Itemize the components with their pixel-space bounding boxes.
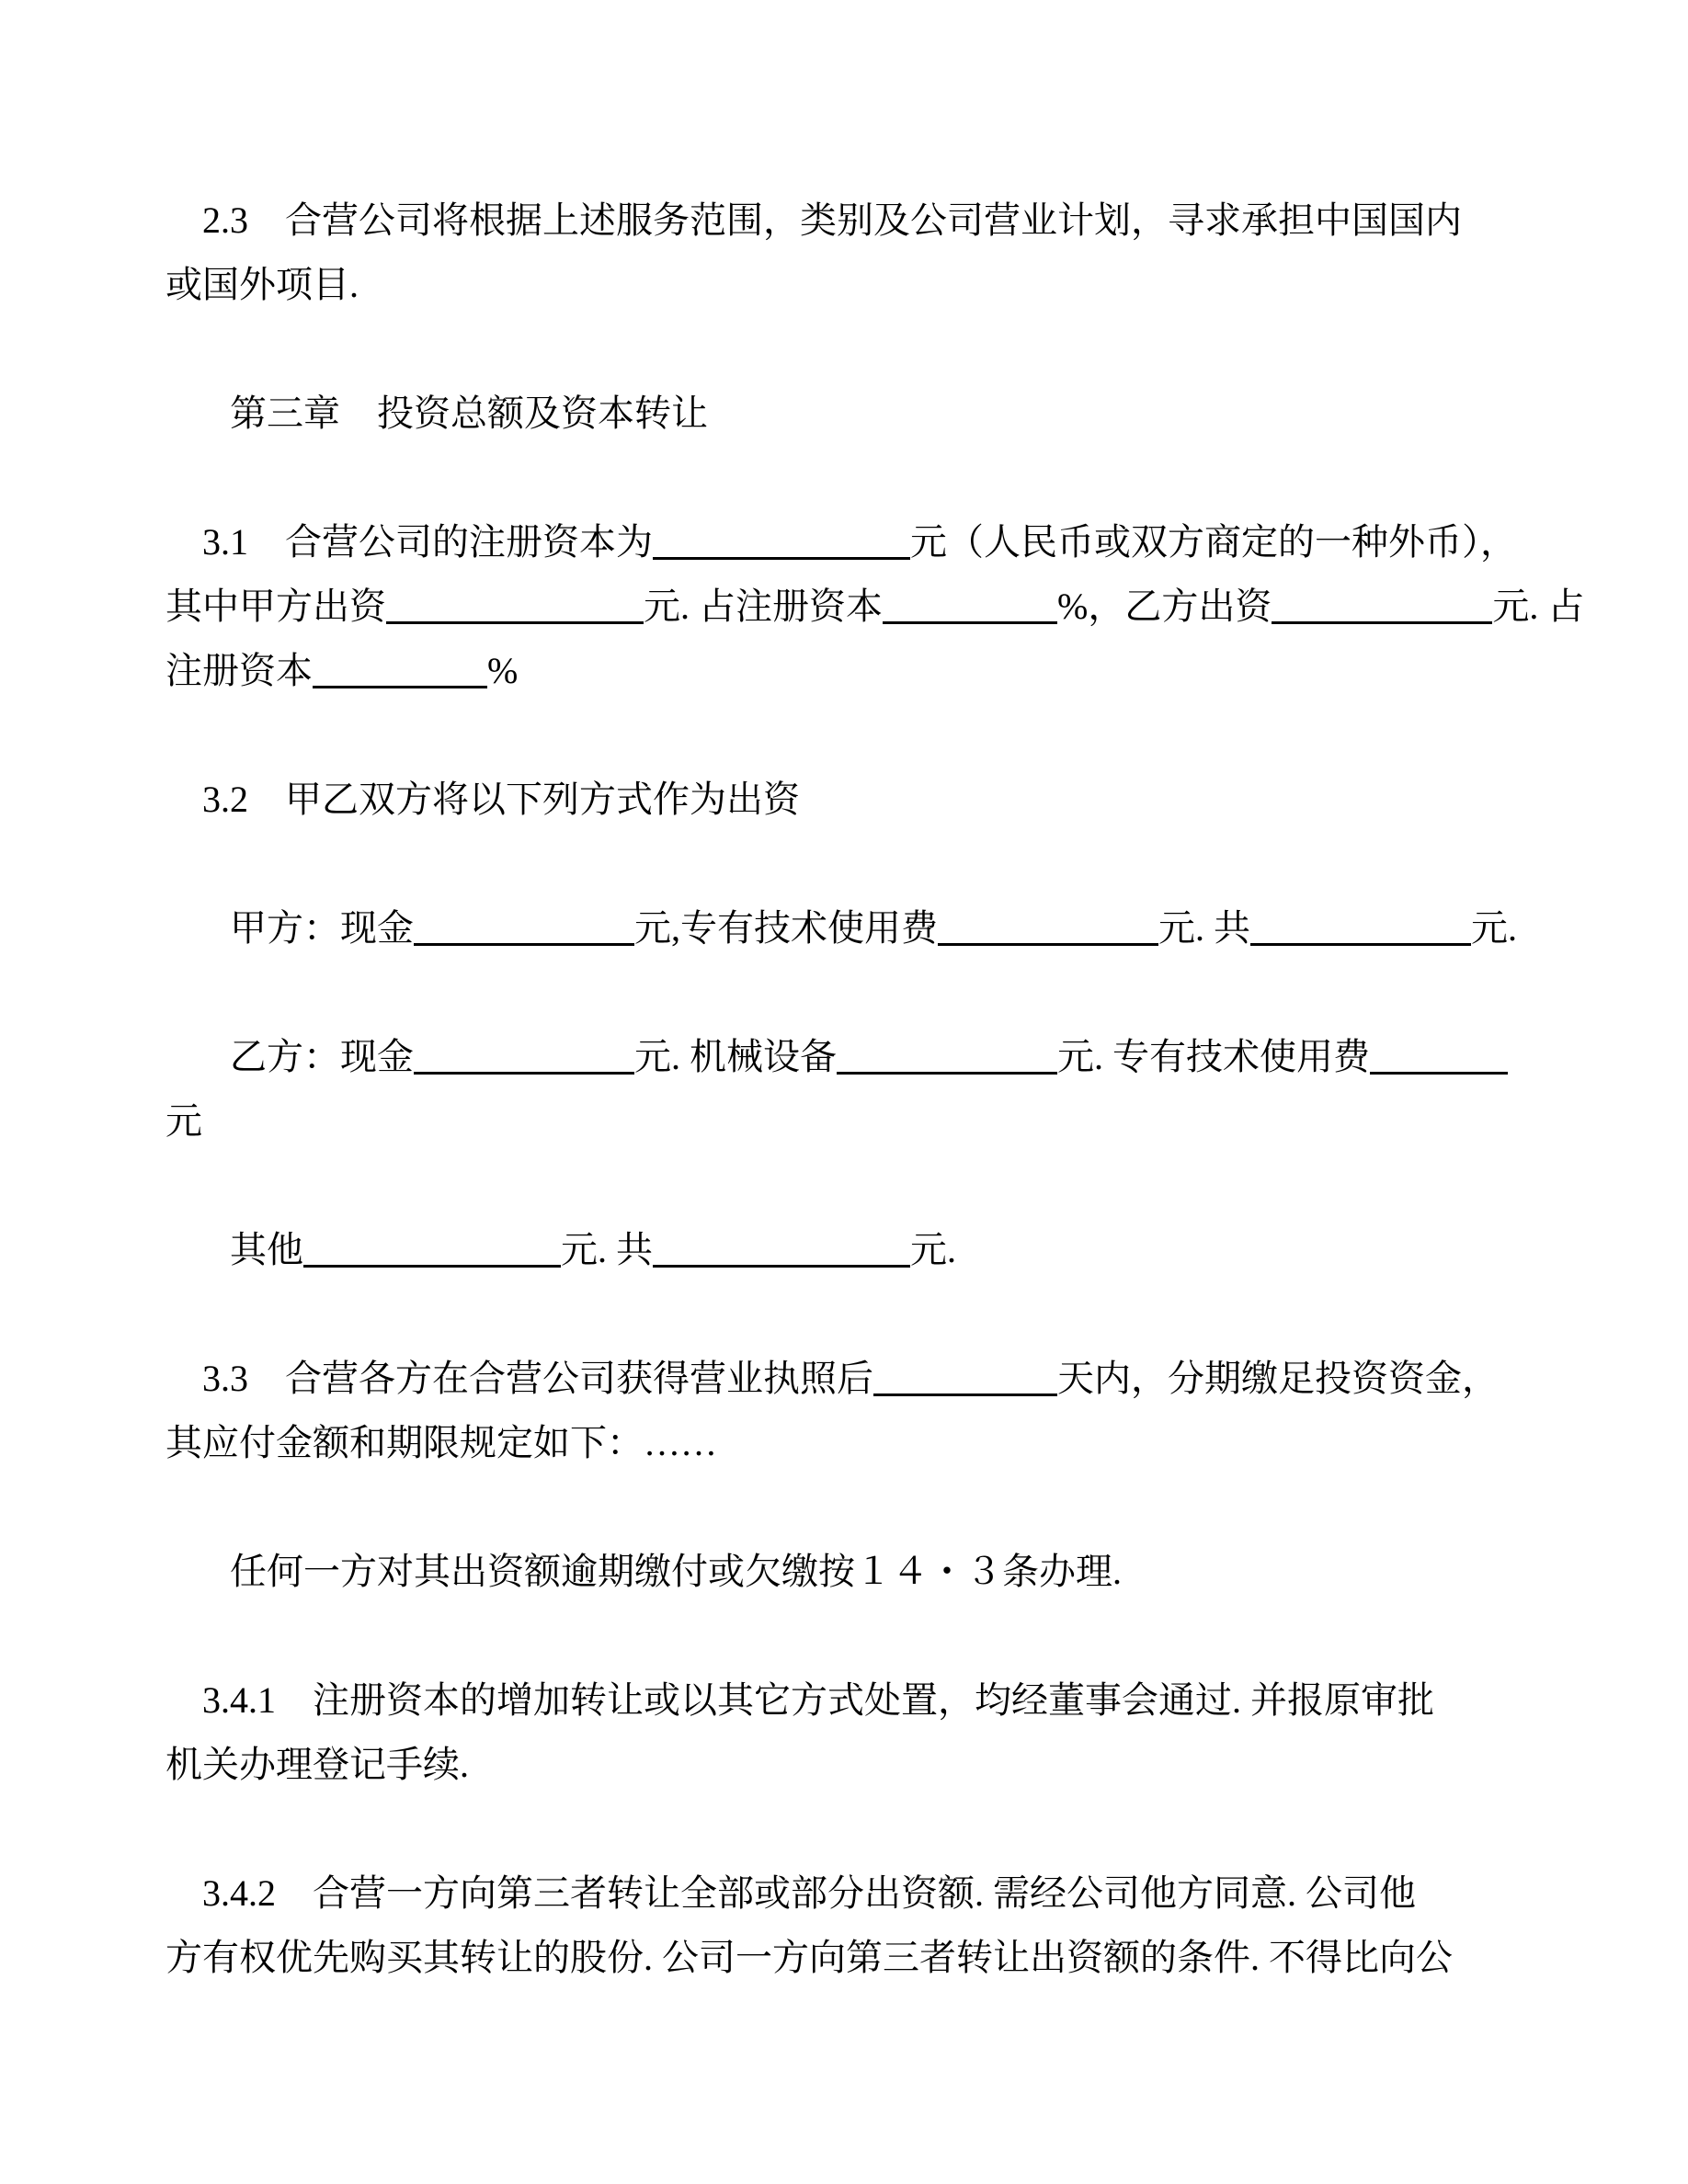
text-run: 元. [910, 1229, 956, 1270]
chapter-3-heading [165, 381, 1596, 446]
text-run: % [487, 650, 519, 691]
text-line [165, 1861, 1596, 1926]
text-run: 3.2 甲乙双方将以下列方式作为出资 [165, 779, 800, 820]
text-line [165, 1411, 1596, 1475]
text-run: %，乙方出资 [1057, 586, 1272, 627]
text-run: 其他 [165, 1229, 303, 1270]
text-run: 或国外项目. [165, 264, 359, 305]
fill-in-blank [414, 1035, 634, 1075]
fill-in-blank [873, 1357, 1057, 1396]
clause-3-1 [165, 510, 1596, 703]
clause-3-4-2 [165, 1861, 1596, 1990]
text-line [165, 896, 1596, 961]
text-line [165, 768, 1596, 832]
text-line [165, 639, 1596, 703]
clause-2-3 [165, 188, 1596, 317]
fill-in-blank [414, 906, 634, 946]
fill-in-blank [653, 520, 910, 560]
text-run: 元. 共 [561, 1229, 653, 1270]
fill-in-blank [938, 906, 1158, 946]
text-run: 任何一方对其出资额逾期缴付或欠缴按１４・３条办理. [165, 1551, 1122, 1592]
fill-in-blank [1370, 1035, 1508, 1075]
text-run: 元. 共 [1158, 907, 1250, 949]
other-contribution [165, 1218, 1596, 1282]
text-line [165, 253, 1596, 317]
clause-3-3 [165, 1347, 1596, 1475]
text-run: 方有权优先购买其转让的股份. 公司一方向第三者转让出资额的条件. 不得比向公 [165, 1937, 1453, 1978]
text-run: 机关办理登记手续. [165, 1744, 469, 1785]
text-run: 元（人民币或双方商定的一种外币）， [910, 521, 1517, 563]
text-line [165, 574, 1596, 639]
text-run: 元,专有技术使用费 [634, 907, 938, 949]
fill-in-blank [313, 649, 487, 688]
fill-in-blank [386, 585, 644, 624]
text-run: 其中甲方出资 [165, 586, 386, 627]
text-run: 3.4.2 合营一方向第三者转让全部或部分出资额. 需经公司他方同意. 公司他 [165, 1872, 1416, 1914]
text-run: 3.3 合营各方在合营公司获得营业执照后 [165, 1358, 873, 1399]
text-run: 其应付金额和期限规定如下：…… [165, 1422, 717, 1463]
clause-3-4-1 [165, 1668, 1596, 1797]
fill-in-blank [883, 585, 1057, 624]
clause-overdue-payment [165, 1540, 1596, 1604]
text-line [165, 188, 1596, 253]
text-run: 天内，分期缴足投资资金， [1057, 1358, 1499, 1399]
text-line [165, 1089, 1596, 1154]
text-line [165, 1733, 1596, 1797]
text-run: 元. [1471, 907, 1517, 949]
text-run: 甲方：现金 [165, 907, 414, 949]
text-line [165, 381, 1596, 446]
fill-in-blank [1272, 585, 1492, 624]
clause-3-2 [165, 768, 1596, 832]
text-run: 元. 占 [1492, 586, 1585, 627]
text-run: 2.3 合营公司将根据上述服务范围，类别及公司营业计划，寻求承担中国国内 [165, 199, 1462, 241]
text-run: 元. 机械设备 [634, 1036, 837, 1077]
text-line [165, 1668, 1596, 1733]
fill-in-blank [1250, 906, 1471, 946]
fill-in-blank [653, 1228, 910, 1268]
text-run: 元 [165, 1100, 202, 1142]
fill-in-blank [303, 1228, 561, 1268]
fill-in-blank [837, 1035, 1057, 1075]
text-line [165, 1347, 1596, 1411]
text-line [165, 1025, 1596, 1089]
text-line [165, 1218, 1596, 1282]
party-a-contribution [165, 896, 1596, 961]
text-run: 3.1 合营公司的注册资本为 [165, 521, 653, 563]
text-line [165, 510, 1596, 574]
text-run: 3.4.1 注册资本的增加转让或以其它方式处置，均经董事会通过. 并报原审批 [165, 1679, 1434, 1721]
text-line [165, 1540, 1596, 1604]
text-run: 元. 专有技术使用费 [1057, 1036, 1370, 1077]
text-run: 元. 占注册资本 [644, 586, 883, 627]
text-run: 乙方：现金 [165, 1036, 414, 1077]
text-run: 注册资本 [165, 650, 313, 691]
text-line [165, 1926, 1596, 1990]
party-b-contribution [165, 1025, 1596, 1154]
text-run: 第三章 投资总额及资本转让 [165, 392, 708, 434]
